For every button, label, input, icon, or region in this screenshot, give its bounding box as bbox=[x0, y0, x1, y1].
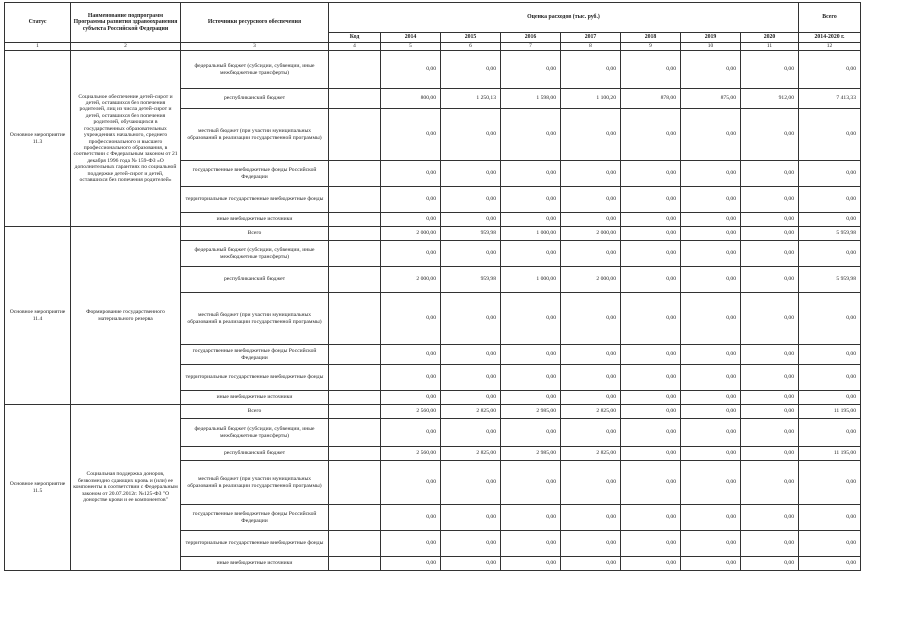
year-value-cell: 0,00 bbox=[681, 405, 741, 419]
year-value-cell: 0,00 bbox=[501, 161, 561, 187]
year-value-cell: 0,00 bbox=[741, 267, 799, 293]
year-value-cell: 0,00 bbox=[681, 461, 741, 505]
code-cell bbox=[329, 505, 381, 531]
column-index: 5 bbox=[381, 43, 441, 51]
year-value-cell: 2 000,00 bbox=[381, 227, 441, 241]
header-name: Наименование подпрограмм Программы развития здравоохранения субъекта Российской Федерации bbox=[71, 3, 181, 43]
year-value-cell: 0,00 bbox=[741, 505, 799, 531]
year-value-cell: 0,00 bbox=[621, 405, 681, 419]
code-cell bbox=[329, 405, 381, 419]
year-value-cell: 0,00 bbox=[381, 391, 441, 405]
source-cell: республиканский бюджет bbox=[181, 89, 329, 109]
year-value-cell: 2 825,00 bbox=[441, 447, 501, 461]
year-value-cell: 1 250,13 bbox=[441, 89, 501, 109]
header-total: Всего bbox=[799, 3, 861, 33]
year-value-cell: 0,00 bbox=[441, 419, 501, 447]
code-cell bbox=[329, 447, 381, 461]
header-estimate: Оценка расходов (тыс. руб.) bbox=[329, 3, 799, 33]
total-cell: 5 959,98 bbox=[799, 227, 861, 241]
total-cell: 0,00 bbox=[799, 213, 861, 227]
year-value-cell: 0,00 bbox=[621, 161, 681, 187]
total-cell: 0,00 bbox=[799, 293, 861, 345]
year-value-cell: 2 825,00 bbox=[441, 405, 501, 419]
year-value-cell: 0,00 bbox=[441, 109, 501, 161]
column-index: 6 bbox=[441, 43, 501, 51]
total-cell: 0,00 bbox=[799, 241, 861, 267]
year-value-cell: 0,00 bbox=[621, 505, 681, 531]
year-value-cell: 0,00 bbox=[501, 531, 561, 557]
year-value-cell: 0,00 bbox=[441, 213, 501, 227]
year-value-cell: 0,00 bbox=[741, 293, 799, 345]
total-cell: 11 195,00 bbox=[799, 447, 861, 461]
year-value-cell: 0,00 bbox=[561, 461, 621, 505]
year-value-cell: 0,00 bbox=[681, 109, 741, 161]
year-value-cell: 0,00 bbox=[381, 293, 441, 345]
header-sources: Источники ресурсного обеспечения bbox=[181, 3, 329, 43]
year-value-cell: 0,00 bbox=[741, 241, 799, 267]
column-index: 12 bbox=[799, 43, 861, 51]
source-cell: федеральный бюджет (субсидии, субвенции, иные межбюджетные трансферты) bbox=[181, 241, 329, 267]
year-value-cell: 0,00 bbox=[501, 419, 561, 447]
column-index: 3 bbox=[181, 43, 329, 51]
year-value-cell: 0,00 bbox=[561, 241, 621, 267]
year-value-cell: 2 560,00 bbox=[381, 405, 441, 419]
header-code: Код bbox=[329, 33, 381, 43]
source-cell: республиканский бюджет bbox=[181, 267, 329, 293]
code-cell bbox=[329, 461, 381, 505]
year-value-cell: 0,00 bbox=[621, 447, 681, 461]
year-value-cell: 0,00 bbox=[561, 419, 621, 447]
year-value-cell: 0,00 bbox=[681, 419, 741, 447]
year-value-cell: 0,00 bbox=[741, 405, 799, 419]
year-value-cell: 0,00 bbox=[381, 505, 441, 531]
year-value-cell: 0,00 bbox=[741, 187, 799, 213]
header-year: 2020 bbox=[741, 33, 799, 43]
year-value-cell: 0,00 bbox=[561, 187, 621, 213]
year-value-cell: 0,00 bbox=[441, 391, 501, 405]
year-value-cell: 0,00 bbox=[441, 505, 501, 531]
year-value-cell: 2 560,00 bbox=[381, 447, 441, 461]
year-value-cell: 0,00 bbox=[621, 293, 681, 345]
year-value-cell: 0,00 bbox=[681, 267, 741, 293]
table-row bbox=[5, 405, 861, 419]
year-value-cell: 0,00 bbox=[381, 161, 441, 187]
year-value-cell: 0,00 bbox=[561, 109, 621, 161]
year-value-cell: 0,00 bbox=[441, 365, 501, 391]
year-value-cell: 0,00 bbox=[681, 447, 741, 461]
year-value-cell: 0,00 bbox=[681, 391, 741, 405]
year-value-cell: 0,00 bbox=[741, 227, 799, 241]
total-cell: 7 413,33 bbox=[799, 89, 861, 109]
year-value-cell: 1 000,00 bbox=[501, 267, 561, 293]
total-cell: 0,00 bbox=[799, 391, 861, 405]
year-value-cell: 0,00 bbox=[681, 557, 741, 571]
source-cell: государственные внебюджетные фонды Российской Федерации bbox=[181, 505, 329, 531]
year-value-cell: 0,00 bbox=[681, 213, 741, 227]
code-cell bbox=[329, 213, 381, 227]
year-value-cell: 0,00 bbox=[381, 365, 441, 391]
year-value-cell: 0,00 bbox=[381, 51, 441, 89]
column-index: 2 bbox=[71, 43, 181, 51]
year-value-cell: 0,00 bbox=[501, 241, 561, 267]
header-year: 2016 bbox=[501, 33, 561, 43]
year-value-cell: 0,00 bbox=[441, 461, 501, 505]
source-cell: государственные внебюджетные фонды Российской Федерации bbox=[181, 345, 329, 365]
code-cell bbox=[329, 161, 381, 187]
column-index: 1 bbox=[5, 43, 71, 51]
code-cell bbox=[329, 227, 381, 241]
year-value-cell: 0,00 bbox=[501, 293, 561, 345]
year-value-cell: 0,00 bbox=[741, 531, 799, 557]
year-value-cell: 2 825,00 bbox=[561, 447, 621, 461]
year-value-cell: 0,00 bbox=[561, 391, 621, 405]
year-value-cell: 0,00 bbox=[561, 365, 621, 391]
program-name-cell: Социальное обеспечение детей-сирот и детей, оставшихся без попечения родителей, лиц из числа детей-сирот и детей, оставшихся без попечения родителей, обучающихся в государственных образовательных учреждениях начального, среднего профессионального и высшего профессионального образования, в соответствии с Федеральным законом от 21 декабря 1996 года № 159-ФЗ «О дополнительных гарантиях по социальной поддержке детей-сирот и детей, оставшихся без попечения родителей» bbox=[71, 51, 181, 227]
year-value-cell: 0,00 bbox=[441, 187, 501, 213]
total-cell: 0,00 bbox=[799, 419, 861, 447]
status-cell: Основное мероприятие 11.4 bbox=[5, 227, 71, 405]
year-value-cell: 0,00 bbox=[501, 51, 561, 89]
year-value-cell: 0,00 bbox=[501, 391, 561, 405]
year-value-cell: 0,00 bbox=[561, 557, 621, 571]
year-value-cell: 0,00 bbox=[501, 461, 561, 505]
year-value-cell: 0,00 bbox=[681, 505, 741, 531]
year-value-cell: 0,00 bbox=[741, 461, 799, 505]
code-cell bbox=[329, 365, 381, 391]
source-cell: Всего bbox=[181, 405, 329, 419]
source-cell: иные внебюджетные источники bbox=[181, 391, 329, 405]
source-cell: местный бюджет (при участии муниципальных образований в реализации государственной программы) bbox=[181, 109, 329, 161]
year-value-cell: 0,00 bbox=[681, 187, 741, 213]
year-value-cell: 0,00 bbox=[501, 365, 561, 391]
year-value-cell: 0,00 bbox=[561, 213, 621, 227]
total-cell: 0,00 bbox=[799, 161, 861, 187]
total-cell: 0,00 bbox=[799, 51, 861, 89]
year-value-cell: 0,00 bbox=[381, 241, 441, 267]
year-value-cell: 1 100,20 bbox=[561, 89, 621, 109]
year-value-cell: 0,00 bbox=[741, 365, 799, 391]
year-value-cell: 0,00 bbox=[621, 109, 681, 161]
year-value-cell: 0,00 bbox=[561, 505, 621, 531]
year-value-cell: 0,00 bbox=[621, 419, 681, 447]
year-value-cell: 2 985,00 bbox=[501, 447, 561, 461]
year-value-cell: 0,00 bbox=[381, 419, 441, 447]
source-cell: территориальные государственные внебюджетные фонды bbox=[181, 365, 329, 391]
code-cell bbox=[329, 557, 381, 571]
source-cell: республиканский бюджет bbox=[181, 447, 329, 461]
year-value-cell: 0,00 bbox=[501, 213, 561, 227]
code-cell bbox=[329, 293, 381, 345]
year-value-cell: 0,00 bbox=[681, 293, 741, 345]
status-cell: Основное мероприятие 11.3 bbox=[5, 51, 71, 227]
year-value-cell: 0,00 bbox=[681, 531, 741, 557]
year-value-cell: 0,00 bbox=[681, 227, 741, 241]
year-value-cell: 0,00 bbox=[681, 241, 741, 267]
header-year: 2014 bbox=[381, 33, 441, 43]
year-value-cell: 0,00 bbox=[561, 531, 621, 557]
total-cell: 0,00 bbox=[799, 461, 861, 505]
year-value-cell: 0,00 bbox=[681, 345, 741, 365]
year-value-cell: 2 985,00 bbox=[501, 405, 561, 419]
header-year: 2015 bbox=[441, 33, 501, 43]
year-value-cell: 0,00 bbox=[561, 51, 621, 89]
code-cell bbox=[329, 419, 381, 447]
year-value-cell: 0,00 bbox=[741, 109, 799, 161]
year-value-cell: 0,00 bbox=[621, 391, 681, 405]
column-index-row bbox=[5, 43, 861, 51]
total-cell: 0,00 bbox=[799, 557, 861, 571]
year-value-cell: 0,00 bbox=[441, 531, 501, 557]
year-value-cell: 0,00 bbox=[621, 227, 681, 241]
year-value-cell: 0,00 bbox=[501, 345, 561, 365]
year-value-cell: 0,00 bbox=[561, 161, 621, 187]
header-year: 2017 bbox=[561, 33, 621, 43]
code-cell bbox=[329, 391, 381, 405]
source-cell: территориальные государственные внебюджетные фонды bbox=[181, 531, 329, 557]
year-value-cell: 0,00 bbox=[621, 187, 681, 213]
header-year: 2018 bbox=[621, 33, 681, 43]
source-cell: местный бюджет (при участии муниципальных образований в реализации государственной программы) bbox=[181, 293, 329, 345]
year-value-cell: 2 000,00 bbox=[561, 227, 621, 241]
header-status: Статус bbox=[5, 3, 71, 43]
total-cell: 11 195,00 bbox=[799, 405, 861, 419]
code-cell bbox=[329, 345, 381, 365]
year-value-cell: 0,00 bbox=[441, 241, 501, 267]
code-cell bbox=[329, 51, 381, 89]
source-cell: иные внебюджетные источники bbox=[181, 213, 329, 227]
year-value-cell: 0,00 bbox=[381, 531, 441, 557]
year-value-cell: 0,00 bbox=[621, 461, 681, 505]
year-value-cell: 0,00 bbox=[441, 293, 501, 345]
year-value-cell: 0,00 bbox=[741, 557, 799, 571]
year-value-cell: 0,00 bbox=[441, 51, 501, 89]
column-index: 4 bbox=[329, 43, 381, 51]
year-value-cell: 0,00 bbox=[621, 345, 681, 365]
year-value-cell: 0,00 bbox=[441, 557, 501, 571]
year-value-cell: 0,00 bbox=[501, 505, 561, 531]
source-cell: Всего bbox=[181, 227, 329, 241]
year-value-cell: 0,00 bbox=[501, 187, 561, 213]
column-index: 7 bbox=[501, 43, 561, 51]
total-cell: 0,00 bbox=[799, 109, 861, 161]
year-value-cell: 0,00 bbox=[381, 109, 441, 161]
year-value-cell: 0,00 bbox=[621, 531, 681, 557]
year-value-cell: 0,00 bbox=[741, 51, 799, 89]
source-cell: территориальные государственные внебюджетные фонды bbox=[181, 187, 329, 213]
year-value-cell: 0,00 bbox=[561, 345, 621, 365]
year-value-cell: 0,00 bbox=[621, 267, 681, 293]
year-value-cell: 0,00 bbox=[621, 213, 681, 227]
code-cell bbox=[329, 89, 381, 109]
source-cell: федеральный бюджет (субсидии, субвенции, иные межбюджетные трансферты) bbox=[181, 51, 329, 89]
total-cell: 0,00 bbox=[799, 345, 861, 365]
code-cell bbox=[329, 187, 381, 213]
year-value-cell: 0,00 bbox=[741, 447, 799, 461]
header-period: 2014-2020 г. bbox=[799, 33, 861, 43]
year-value-cell: 912,00 bbox=[741, 89, 799, 109]
year-value-cell: 0,00 bbox=[741, 419, 799, 447]
column-index: 11 bbox=[741, 43, 799, 51]
year-value-cell: 0,00 bbox=[621, 365, 681, 391]
year-value-cell: 959,98 bbox=[441, 227, 501, 241]
year-value-cell: 2 825,00 bbox=[561, 405, 621, 419]
year-value-cell: 0,00 bbox=[501, 109, 561, 161]
year-value-cell: 0,00 bbox=[381, 213, 441, 227]
code-cell bbox=[329, 267, 381, 293]
source-cell: местный бюджет (при участии муниципальных образований в реализации государственной программы) bbox=[181, 461, 329, 505]
total-cell: 0,00 bbox=[799, 531, 861, 557]
year-value-cell: 959,98 bbox=[441, 267, 501, 293]
year-value-cell: 0,00 bbox=[741, 345, 799, 365]
program-name-cell: Формирование государственного материального резерва bbox=[71, 227, 181, 405]
budget-table bbox=[4, 2, 861, 571]
year-value-cell: 0,00 bbox=[561, 293, 621, 345]
table-row bbox=[5, 227, 861, 241]
year-value-cell: 0,00 bbox=[441, 161, 501, 187]
year-value-cell: 2 000,00 bbox=[561, 267, 621, 293]
source-cell: федеральный бюджет (субсидии, субвенции, иные межбюджетные трансферты) bbox=[181, 419, 329, 447]
year-value-cell: 0,00 bbox=[741, 213, 799, 227]
year-value-cell: 0,00 bbox=[621, 557, 681, 571]
status-cell: Основное мероприятие 11.5 bbox=[5, 405, 71, 571]
year-value-cell: 0,00 bbox=[381, 461, 441, 505]
year-value-cell: 0,00 bbox=[741, 391, 799, 405]
total-cell: 0,00 bbox=[799, 187, 861, 213]
header-year: 2019 bbox=[681, 33, 741, 43]
total-cell: 0,00 bbox=[799, 505, 861, 531]
year-value-cell: 875,00 bbox=[681, 89, 741, 109]
year-value-cell: 0,00 bbox=[381, 557, 441, 571]
total-cell: 0,00 bbox=[799, 365, 861, 391]
program-name-cell: Социальная поддержка доноров, безвозмездно сдающих кровь и (или) ее компоненты в соответствии с Федеральным законом от 20.07.2012г. №125-ФЗ "О донорстве крови и ее компонентов" bbox=[71, 405, 181, 571]
year-value-cell: 878,00 bbox=[621, 89, 681, 109]
table-row bbox=[5, 51, 861, 89]
year-value-cell: 0,00 bbox=[381, 345, 441, 365]
code-cell bbox=[329, 241, 381, 267]
source-cell: государственные внебюджетные фонды Российской Федерации bbox=[181, 161, 329, 187]
year-value-cell: 0,00 bbox=[381, 187, 441, 213]
year-value-cell: 0,00 bbox=[621, 241, 681, 267]
year-value-cell: 0,00 bbox=[681, 365, 741, 391]
year-value-cell: 0,00 bbox=[741, 161, 799, 187]
code-cell bbox=[329, 531, 381, 557]
year-value-cell: 0,00 bbox=[681, 161, 741, 187]
year-value-cell: 1 000,00 bbox=[501, 227, 561, 241]
source-cell: иные внебюджетные источники bbox=[181, 557, 329, 571]
column-index: 8 bbox=[561, 43, 621, 51]
code-cell bbox=[329, 109, 381, 161]
year-value-cell: 1 598,00 bbox=[501, 89, 561, 109]
year-value-cell: 800,00 bbox=[381, 89, 441, 109]
year-value-cell: 2 000,00 bbox=[381, 267, 441, 293]
year-value-cell: 0,00 bbox=[501, 557, 561, 571]
column-index: 10 bbox=[681, 43, 741, 51]
column-index: 9 bbox=[621, 43, 681, 51]
year-value-cell: 0,00 bbox=[681, 51, 741, 89]
year-value-cell: 0,00 bbox=[441, 345, 501, 365]
total-cell: 5 959,98 bbox=[799, 267, 861, 293]
year-value-cell: 0,00 bbox=[621, 51, 681, 89]
